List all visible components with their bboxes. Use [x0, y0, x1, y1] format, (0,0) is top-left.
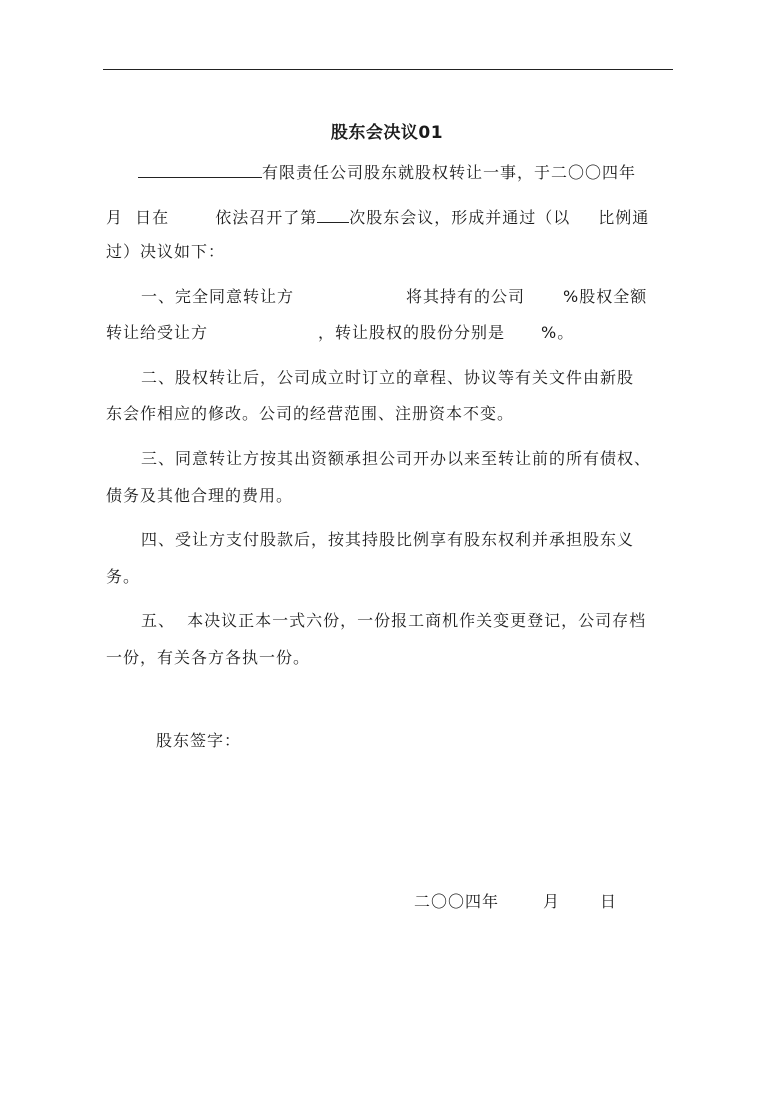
date-month: 月 [543, 892, 561, 911]
item1-line-1: 一、完全同意转让方 将其持有的公司 %股权全额 [141, 287, 648, 306]
meeting-number-blank[interactable] [317, 203, 349, 223]
item4-line-2: 务。 [106, 567, 141, 586]
item5-line-1: 五、 本决议正本一式六份，一份报工商机作关变更登记，公司存档 [141, 611, 647, 630]
document-title: 股东会决议01 [330, 123, 444, 143]
item2-line-1: 二、股权转让后，公司成立时订立的章程、协议等有关文件由新股 [141, 368, 635, 387]
item4-line-1: 四、受让方支付股款后，按其持股比例享有股东权利并承担股东义 [141, 530, 635, 549]
intro-line-3: 过）决议如下： [106, 242, 226, 261]
item3-line-1: 三、同意转让方按其出资额承担公司开办以来至转让前的所有债权、 [141, 449, 652, 468]
intro-line-2: 月 日在 依法召开了第 次股东会议，形成并通过（以 比例通 [106, 203, 676, 230]
signature-label: 股东签字： [156, 731, 242, 750]
item3-line-2: 债务及其他合理的费用。 [106, 486, 294, 505]
item1-line-2: 转让给受让方 ，转让股权的股份分别是 %。 [106, 323, 575, 342]
intro-line-1: 有限责任公司股东就股权转让一事，于二〇〇四年 [138, 158, 708, 185]
header-rule [103, 69, 673, 70]
item2-line-2: 东会作相应的修改。公司的经营范围、注册资本不变。 [106, 404, 515, 423]
date-day: 日 [600, 892, 618, 911]
date-year: 二〇〇四年 [414, 892, 500, 911]
date-line [414, 890, 774, 914]
company-name-blank[interactable] [138, 158, 262, 178]
item5-line-2: 一份，有关各方各执一份。 [106, 648, 311, 667]
